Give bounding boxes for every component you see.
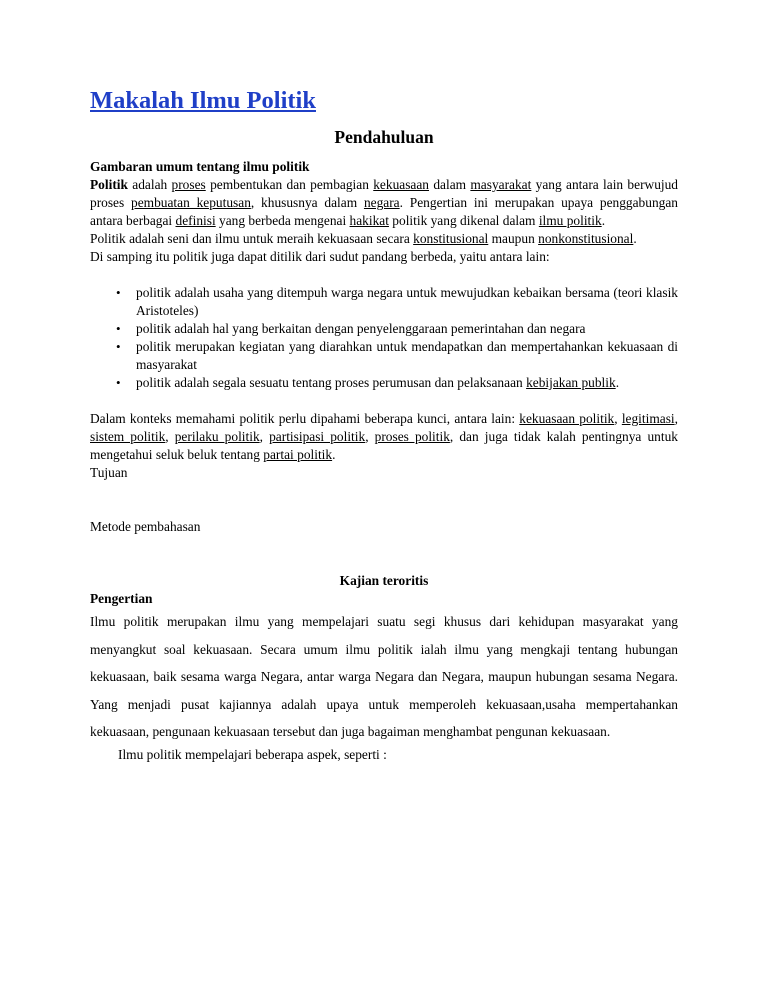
list-item	[116, 374, 678, 392]
bullet-icon: •	[116, 375, 121, 390]
list-item-text: politik adalah hal yang berkaitan dengan penyelenggaraan pemerintahan dan negara	[136, 321, 586, 336]
link-proses-politik[interactable]: proses politik	[374, 429, 450, 444]
text-run: adalah	[127, 177, 172, 192]
text-run: . Pengertian ini merupakan upaya penggabungan antara berbagai	[90, 195, 678, 228]
spacer	[90, 482, 678, 518]
link-kekuasaan[interactable]: kekuasaan	[373, 177, 430, 192]
link-perilaku-politik[interactable]: perilaku politik	[174, 429, 260, 444]
text-run: .	[633, 231, 637, 246]
bullet-icon: •	[116, 339, 121, 354]
document-title	[90, 86, 678, 116]
text-run: ,	[165, 429, 175, 444]
tujuan-heading: Tujuan	[90, 465, 128, 480]
text-run: ,	[674, 411, 678, 426]
link-masyarakat[interactable]: masyarakat	[470, 177, 532, 192]
text-run: .	[615, 375, 620, 390]
title-link[interactable]: Makalah Ilmu Politik	[90, 87, 316, 114]
link-hakikat[interactable]: hakikat	[349, 213, 389, 228]
text-run: dalam	[429, 177, 471, 192]
text-run: politik yang dikenal dalam	[388, 213, 539, 228]
paragraph-politik-seni	[90, 230, 678, 248]
text-run: maupun	[488, 231, 539, 246]
link-kebijakan-publik[interactable]: kebijakan publik	[526, 375, 616, 390]
link-nonkonstitusional[interactable]: nonkonstitusional	[538, 231, 634, 246]
text-run: yang berbeda mengenai	[215, 213, 350, 228]
spacer	[90, 536, 678, 554]
gambaran-heading: Gambaran umum tentang ilmu politik	[90, 159, 310, 174]
text-run: ,	[365, 429, 375, 444]
text-run: .	[332, 447, 336, 462]
text-run: , khususnya dalam	[250, 195, 364, 210]
text-run: Dalam konteks memahami politik perlu dipahami beberapa kunci, antara lain:	[90, 411, 520, 426]
link-negara[interactable]: negara	[363, 195, 400, 210]
link-ilmu-politik[interactable]: ilmu politik	[538, 213, 602, 228]
list-item-text: politik merupakan kegiatan yang diarahkan untuk mendapatkan dan mempertahankan kekuasaan di masyarakat	[136, 339, 678, 372]
list-item	[116, 284, 678, 320]
link-definisi[interactable]: definisi	[175, 213, 216, 228]
link-pembuatan-keputusan[interactable]: pembuatan keputusan	[131, 195, 251, 210]
kajian-heading: Kajian teroritis	[339, 573, 429, 588]
list-item	[116, 338, 678, 374]
link-proses[interactable]: proses	[171, 177, 206, 192]
text-run: .	[601, 213, 606, 228]
metode-heading: Metode pembahasan	[90, 519, 201, 534]
bullet-icon: •	[116, 321, 121, 336]
link-kekuasaan-politik[interactable]: kekuasaan politik	[519, 411, 615, 426]
paragraph-konteks	[90, 410, 678, 464]
politik-term: Politik	[90, 177, 128, 192]
link-partai-politik[interactable]: partai politik	[263, 447, 333, 462]
link-legitimasi[interactable]: legitimasi	[621, 411, 675, 426]
list-item-text: politik adalah usaha yang ditempuh warga negara untuk mewujudkan kebaikan bersama (teori klasik Aristoteles)	[136, 285, 678, 318]
text-run: yang antara lain berwujud proses	[90, 177, 679, 210]
text-run: , dan juga tidak kalah pentingnya untuk mengetahui seluk beluk tentang	[90, 429, 678, 462]
document-page	[90, 86, 678, 764]
pendahuluan-heading: Pendahuluan	[334, 127, 434, 147]
paragraph-pengertian: Ilmu politik merupakan ilmu yang mempelajari suatu segi khusus dari kehidupan masyarakat yang menyangkut soal kekuasaan. Secara umum ilmu politik ialah ilmu yang mengkaji tentang hubungan kekuasaan, baik sesama warga Negara, antar warga Negara dan Negara, maupun hubungan sesama Negara. Yang menjadi pusat kajiannya adalah upaya untuk memperoleh kekuasaan,usaha mempertahankan kekuasaan, pengunaan kekuasaan tersebut dan juga bagaiman menghambat pengunan kekuasaan.	[90, 614, 678, 739]
bullet-icon: •	[116, 285, 121, 300]
pengertian-heading: Pengertian	[90, 591, 153, 606]
text-run: pembentukan dan pembagian	[205, 177, 374, 192]
list-item	[116, 320, 678, 338]
link-partisipasi-politik[interactable]: partisipasi politik	[269, 429, 366, 444]
link-konstitusional[interactable]: konstitusional	[413, 231, 489, 246]
text-run: ,	[259, 429, 270, 444]
bullet-list	[90, 284, 678, 392]
paragraph-politik-definition	[90, 176, 678, 230]
paragraph-aspek: Ilmu politik mempelajari beberapa aspek, seperti :	[118, 746, 387, 762]
paragraph-sudut-pandang: Di samping itu politik juga dapat ditilik dari sudut pandang berbeda, yaitu antara lain:	[90, 249, 550, 264]
text-run: ,	[614, 411, 622, 426]
link-sistem-politik[interactable]: sistem politik	[90, 429, 166, 444]
text-run: Politik adalah seni dan ilmu untuk meraih kekuasaan secara	[90, 231, 414, 246]
list-item-text: politik adalah segala sesuatu tentang proses perumusan dan pelaksanaan	[136, 375, 527, 390]
